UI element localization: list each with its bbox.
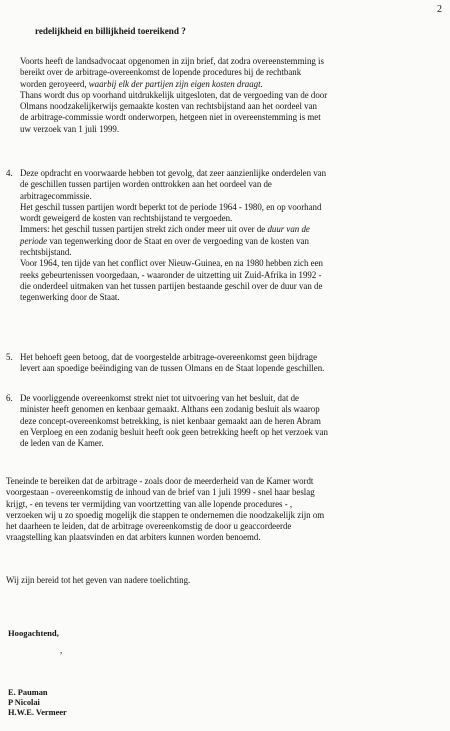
p4-emphasis-1: duur van de <box>267 224 310 235</box>
p4-line-5: wordt geweigerd de kosten van rechtsbijstand te vergoeden. <box>20 213 233 224</box>
p4-line-4: Het geschil tussen partijen wordt beperkt tot de periode 1964 - 1980, en op voorhand <box>20 201 322 212</box>
stray-mark: , <box>60 645 63 655</box>
p1-line-2: bereikt over de arbitrage-overeenkomst de lopende procedures bij de rechtbank <box>20 67 302 78</box>
p4-line-6: Immers: het geschil tussen partijen strekt zich onder meer uit over de <box>20 224 268 235</box>
p4-line-2: de geschillen tussen partijen worden onttrokken aan het oordeel van de <box>20 179 272 190</box>
closing-salutation: Hoogachtend, <box>8 628 59 638</box>
p6-line-4: en Verploeg en een zodanig besluit heeft ook geen betrekking heeft op het verzoek van <box>20 426 328 437</box>
p5-line-1: Het behoeft geen betoog, dat de voorgestelde arbitrage-overeenkomst geen bijdrage <box>20 352 318 362</box>
paragraph-5 <box>6 352 410 375</box>
item-number-6: 6. <box>6 393 13 403</box>
signatory-2: P Nicolai <box>8 698 40 708</box>
p4-line-7: van tegenwerking door de Staat en over de vergoeding van de kosten van <box>47 235 309 246</box>
p1-line-3: worden geroyeerd, <box>20 78 89 89</box>
p6-line-5: de leden van de Kamer. <box>20 438 104 449</box>
p4-line-8: rechtsbijstand. <box>20 247 72 258</box>
request-line-1: Teneinde te bereiken dat de arbitrage - zoals door de meerderheid van de Kamer wordt <box>6 476 314 486</box>
p1-tail-line-3: de arbitrage-commissie wordt onderworpen, hetgeen niet in overeenstemming is met <box>20 112 321 123</box>
request-line-4: verzoeken wij u zo spoedig mogelijk die stappen te ondernemen die noodzakelijk zijn om <box>6 509 325 520</box>
intro-line: redelijkheid en billijkheid toereikend ? <box>35 26 186 36</box>
p1-tail-line-4: uw verzoek van 1 juli 1999. <box>20 123 120 134</box>
p6-line-3: deze concept-overeenkomst betrekking, is niet kenbaar gemaakt aan de heren Abram <box>20 415 321 426</box>
p5-line-2: levert aan spoedige beëindiging van de tussen Olmans en de Staat lopende geschillen. <box>20 363 325 374</box>
p4-line-3: arbitragecommissie. <box>20 190 92 201</box>
p4-line-10: reeks gebeurtenissen voorgedaan, - waaronder de uitzetting uit Zuid-Afrika in 1992 - <box>20 269 322 280</box>
p4-line-12: tegenwerking door de Staat. <box>20 292 120 303</box>
item-number-4: 4. <box>6 168 13 178</box>
signatory-1: E. Pauman <box>8 688 48 697</box>
signatories <box>8 688 67 718</box>
p1-emphasis: waarbij elk der partijen zijn eigen kosten draagt. <box>88 78 263 89</box>
p4-line-11: die onderdeel uitmaken van het tussen partijen bestaande geschil over de duur van de <box>20 280 323 291</box>
p1-line-1: Voorts heeft de landsadvocaat opgenomen in zijn brief, dat zodra overeenstemming is <box>20 56 324 66</box>
p6-line-2: minister heeft genomen en kenbaar gemaakt. Althans een zodanig besluit als waarop <box>20 404 320 415</box>
request-line-2: voorgestaan - overeenkomstig de inhoud van de brief van 1 juli 1999 - snel haar beslag <box>6 487 315 498</box>
paragraph-request <box>6 476 410 544</box>
paragraph-royement <box>20 56 410 135</box>
p4-line-9: Voor 1964, ten tijde van het conflict over Nieuw-Guinea, en na 1980 hebben zich een <box>20 258 323 269</box>
p4-emphasis-2: periode <box>20 235 48 246</box>
request-line-3: krijgt, - en tevens ter vermijding van voortzetting van alle lopende procedures - , <box>6 498 293 509</box>
page-number: 2 <box>437 4 442 15</box>
paragraph-offer: Wij zijn bereid tot het geven van nadere toelichting. <box>6 575 191 585</box>
p1-tail-line-1: Thans wordt dus op voorhand uitdrukkelijk uitgesloten, dat de vergoeding van de door <box>20 89 328 100</box>
p6-line-1: De voorliggende overeenkomst strekt niet tot uitvoering van het besluit, dat de <box>20 393 299 403</box>
paragraph-4 <box>6 168 410 304</box>
request-line-5: het daarheen te leiden, dat de arbitrage overeenkomstig de door u geaccordeerde <box>6 521 292 532</box>
p1-tail-line-2: Olmans noodzakelijkerwijs gemaakte kosten van rechtsbijstand aan het oordeel van <box>20 101 317 112</box>
request-line-6: vraagstelling kan plaatsvinden en dat arbiters kunnen worden benoemd. <box>6 532 261 543</box>
signatory-3: H.W.E. Vermeer <box>8 708 67 718</box>
item-number-5: 5. <box>6 352 13 362</box>
p4-line-1: Deze opdracht en voorwaarde hebben tot gevolg, dat zeer aanzienlijke onderdelen van <box>20 168 327 178</box>
paragraph-6 <box>6 393 410 449</box>
